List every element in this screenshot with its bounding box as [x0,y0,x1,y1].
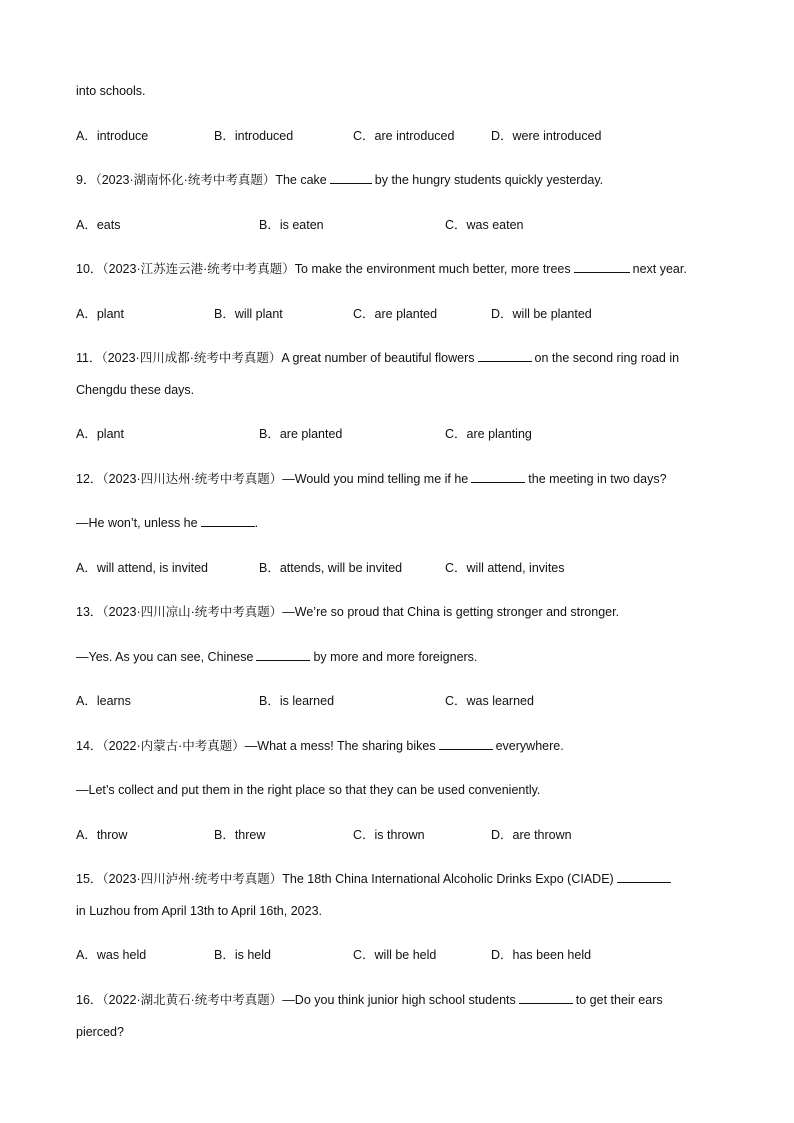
question-12-reply [76,515,258,531]
reply-text: . [254,516,259,530]
question-15-stem [76,871,674,887]
option-a[interactable]: A．eats [76,218,121,232]
stem-text: to get their ears [575,993,663,1007]
question-15-stem-cont: in Luzhou from April 13th to April 16th, 2023. [76,904,322,918]
option-a[interactable]: A．plant [76,307,124,321]
answer-blank[interactable] [519,992,573,1004]
stem-text: 10．（2023·江苏连云港·统考中考真题）To make the environment much better, more trees [76,262,571,276]
option-b[interactable]: B．is held [214,948,271,962]
question-14-reply: —Let’s collect and put them in the right place so that they can be used conveniently. [76,783,541,797]
question-16-stem [76,992,663,1008]
stem-text: the meeting in two days? [528,472,667,486]
option-b[interactable]: B．are planted [259,427,343,441]
option-a[interactable]: A．was held [76,948,147,962]
answer-blank[interactable] [330,172,372,184]
option-b[interactable]: B．is learned [259,694,335,708]
option-a[interactable]: A．learns [76,694,131,708]
option-d[interactable]: D．are thrown [491,828,572,842]
option-d[interactable]: D．will be planted [491,307,592,321]
option-c[interactable]: C．is thrown [353,828,425,842]
option-c[interactable]: C．was eaten [445,218,524,232]
answer-blank[interactable] [256,649,310,661]
option-c[interactable]: C．will be held [353,948,437,962]
answer-blank[interactable] [617,871,671,883]
question-9-stem [76,172,603,188]
stem-text: 11．（2023·四川成都·统考中考真题）A great number of beautiful flowers [76,351,475,365]
answer-blank[interactable] [439,738,493,750]
answer-blank[interactable] [201,515,255,527]
option-a[interactable]: A．plant [76,427,124,441]
answer-blank[interactable] [574,261,630,273]
option-b[interactable]: B．attends, will be invited [259,561,403,575]
option-d[interactable]: D．were introduced [491,129,602,143]
option-b[interactable]: B．threw [214,828,266,842]
question-11-stem [76,350,679,366]
stem-text: 12．（2023·四川达州·统考中考真题）—Would you mind telling me if he [76,472,469,486]
stem-text: 14．（2022·内蒙古·中考真题）—What a mess! The sharing bikes [76,739,436,753]
option-d[interactable]: D．has been held [491,948,592,962]
option-c[interactable]: C．are planted [353,307,438,321]
stem-text: 16．（2022·湖北黄石·统考中考真题）—Do you think junior high school students [76,993,516,1007]
question-12-stem [76,471,667,487]
option-c[interactable]: C．was learned [445,694,534,708]
option-a[interactable]: A．will attend, is invited [76,561,209,575]
stem-text: 15．（2023·四川泸州·统考中考真题）The 18th China International Alcoholic Drinks Expo (CIADE) [76,872,614,886]
stem-text: by the hungry students quickly yesterday. [374,173,604,187]
option-b[interactable]: B．is eaten [259,218,324,232]
question-13-stem: 13．（2023·四川凉山·统考中考真题）—We’re so proud that China is getting stronger and stronger. [76,605,620,619]
question-14-stem [76,738,564,754]
reply-text: —Yes. As you can see, Chinese [76,650,254,664]
question-16-stem-cont: pierced? [76,1025,124,1039]
question-11-stem-cont: Chengdu these days. [76,383,195,397]
reply-text: by more and more foreigners. [313,650,478,664]
stem-text: 9．（2023·湖南怀化·统考中考真题）The cake [76,173,327,187]
stem-text: next year. [632,262,687,276]
question-13-reply [76,649,477,665]
option-a[interactable]: A．throw [76,828,128,842]
option-a[interactable]: A．introduce [76,129,149,143]
question-8-tail: into schools. [76,84,146,98]
reply-text: —He won’t, unless he [76,516,198,530]
question-10-stem [76,261,687,277]
stem-text: on the second ring road in [534,351,680,365]
answer-blank[interactable] [471,471,525,483]
option-c[interactable]: C．are planting [445,427,532,441]
option-b[interactable]: B．will plant [214,307,283,321]
option-c[interactable]: C．are introduced [353,129,455,143]
stem-text: everywhere. [495,739,564,753]
option-b[interactable]: B．introduced [214,129,294,143]
option-c[interactable]: C．will attend, invites [445,561,565,575]
answer-blank[interactable] [478,350,532,362]
